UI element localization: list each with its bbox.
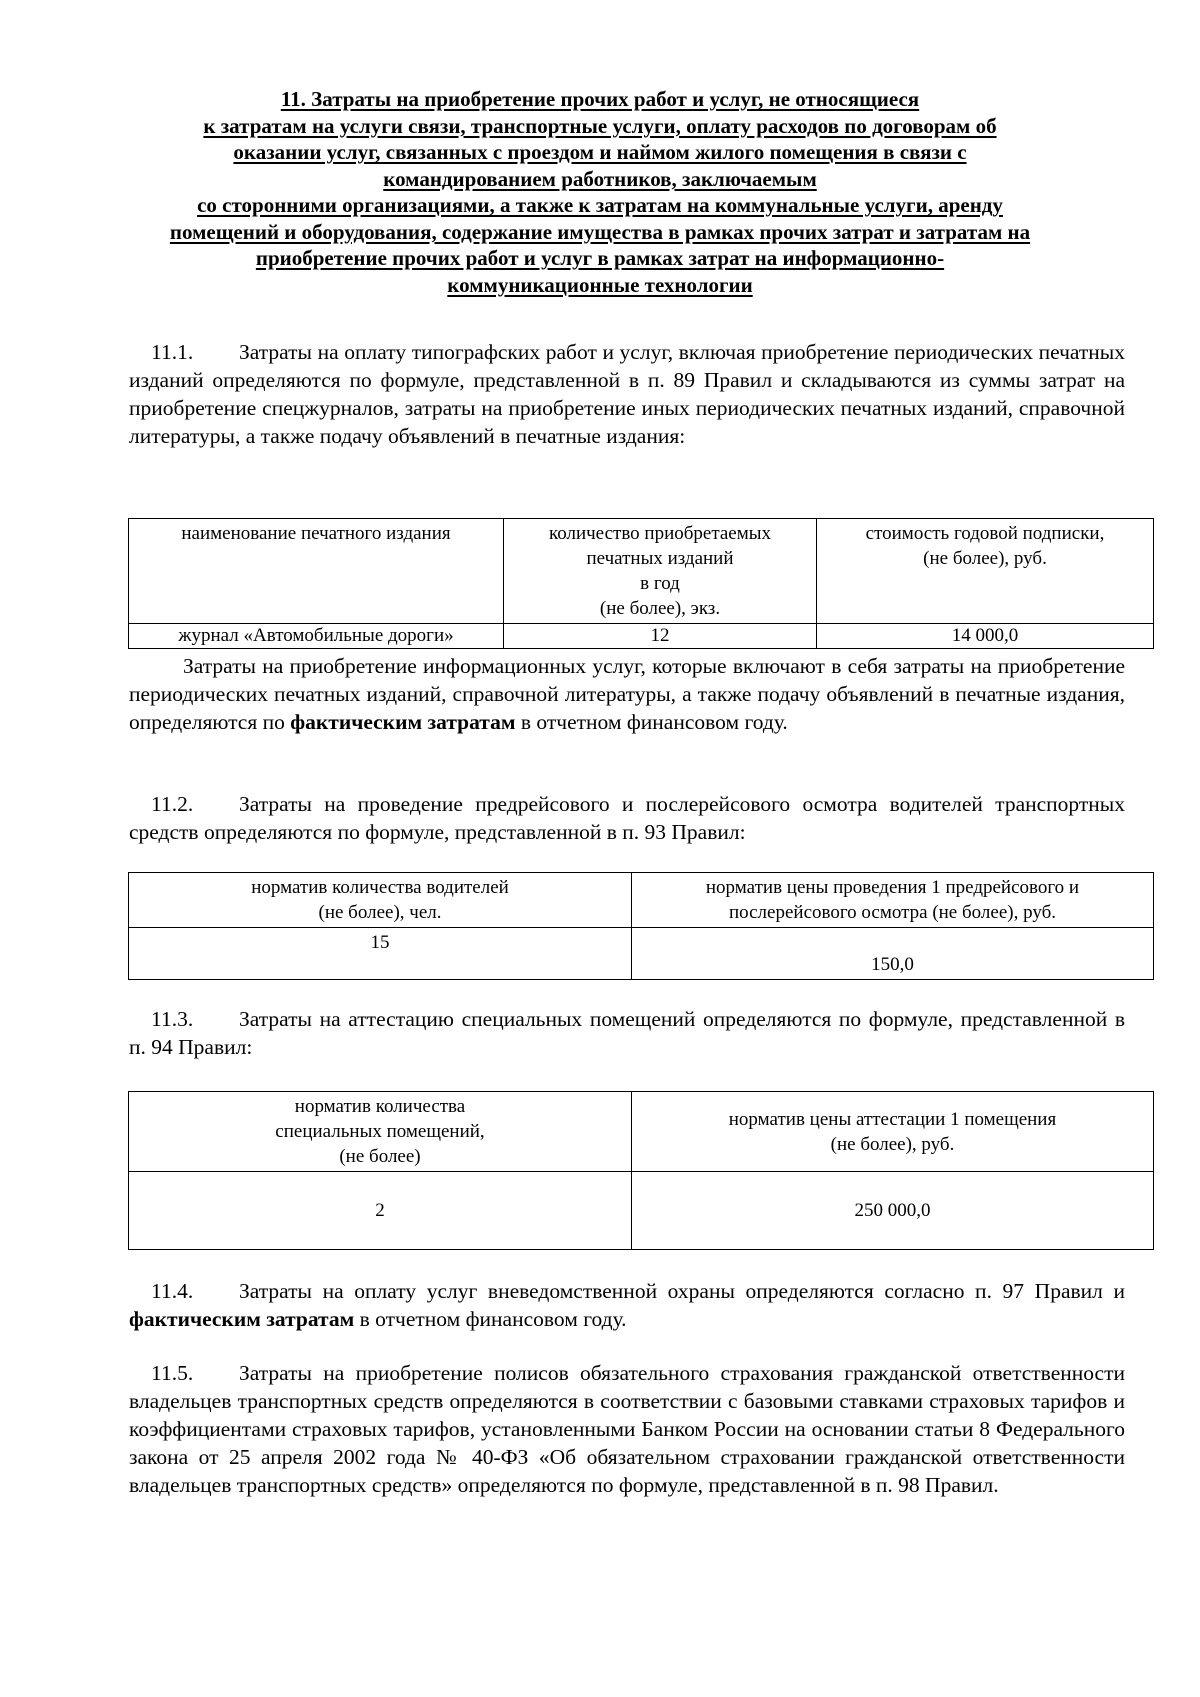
heading-line: 11. Затраты на приобретение прочих работ и услуг, не относящиеся xyxy=(280,87,920,111)
heading-line: к затратам на услуги связи, транспортные услуги, оплату расходов по договорам об xyxy=(203,113,997,138)
heading-line: помещений и оборудования, содержание имущества в рамках прочих затрат и затратам на xyxy=(169,219,1031,244)
table-cell: 250 000,0 xyxy=(632,1172,1154,1250)
paragraph-text: в отчетном финансовом году. xyxy=(520,710,788,734)
heading-line: приобретение прочих работ и услуг в рамках затрат на информационно- xyxy=(255,246,945,270)
table-cell: журнал «Автомобильные дороги» xyxy=(129,624,504,649)
table-header-cell: норматив количества специальных помещений, (не более) xyxy=(129,1092,632,1172)
paragraph-text: Затраты на приобретение полисов обязательного страхования гражданской ответственности владельцев транспортных средств определяются в соответствии с базовыми ставками страховых тарифов и коэффициентами страховых тарифов, установленными Банком России на основании статьи 8 Федерального закона от 25 апреля 2002 года № 40-ФЗ «Об обязательном страховании гражданской ответственности владельцев транспортных средств» определяются по формуле, представленной в п. 98 Правил. xyxy=(129,1361,1125,1497)
paragraph-text: в отчетном финансовом году. xyxy=(359,1307,627,1331)
table-header-cell: количество приобретаемых печатных изданий в год (не более), экз. xyxy=(504,519,817,624)
table-cell: 14 000,0 xyxy=(817,624,1154,649)
heading-line: оказании услуг, связанных с проездом и наймом жилого помещения в связи с xyxy=(233,140,967,164)
table-cell: 2 xyxy=(129,1172,632,1250)
paragraph-text: Затраты на проведение предрейсового и послерейсового осмотра водителей транспортных средств определяются по формуле, представленной в п. 93 Правил: xyxy=(129,792,1125,844)
table-cell: 12 xyxy=(504,624,817,649)
section-heading xyxy=(100,86,1100,298)
heading-line: командированием работников, заключаемым xyxy=(383,166,817,191)
bold-phrase: фактическим затратам xyxy=(129,1307,355,1331)
room-certification-table xyxy=(128,1091,1154,1250)
paragraph-text: Затраты на аттестацию специальных помещений определяются по формуле, представленной в п. 94 Правил: xyxy=(129,1007,1125,1059)
paragraph-number: 11.2. xyxy=(151,792,194,816)
table-header-cell: норматив цены аттестации 1 помещения (не более), руб. xyxy=(632,1092,1154,1172)
paragraph-11-4 xyxy=(129,1277,1125,1333)
paragraph-11-5 xyxy=(129,1359,1125,1499)
periodicals-table xyxy=(128,518,1154,649)
paragraph-11-3 xyxy=(129,1005,1125,1061)
paragraph-11-1-note xyxy=(129,652,1125,736)
table-header-cell: норматив количества водителей (не более), чел. xyxy=(129,873,632,928)
paragraph-number: 11.5. xyxy=(151,1361,194,1385)
paragraph-text: Затраты на приобретение информационных услуг, которые включают в себя затраты на приобретение периодических печатных изданий, справочной литературы, а также подачу объявлений в печатные издания, определяются по xyxy=(129,654,1125,734)
table-cell: 15 xyxy=(129,928,632,980)
paragraph-11-1 xyxy=(129,338,1125,450)
paragraph-number: 11.3. xyxy=(151,1007,194,1031)
paragraph-11-2 xyxy=(129,790,1125,846)
table-header-cell: норматив цены проведения 1 предрейсового и послерейсового осмотра (не более), руб. xyxy=(632,873,1154,928)
heading-line: со сторонними организациями, а также к затратам на коммунальные услуги, аренду xyxy=(197,193,1003,217)
paragraph-number: 11.1. xyxy=(151,340,194,364)
table-cell: 150,0 xyxy=(632,928,1154,980)
paragraph-number: 11.4. xyxy=(151,1279,194,1303)
table-header-cell: наименование печатного издания xyxy=(129,519,504,624)
driver-inspection-table xyxy=(128,872,1154,980)
heading-line: коммуникационные технологии xyxy=(447,272,753,297)
table-header-cell: стоимость годовой подписки, (не более), руб. xyxy=(817,519,1154,624)
paragraph-text: Затраты на оплату типографских работ и услуг, включая приобретение периодических печатных изданий определяются по формуле, представленной в п. 89 Правил и складываются из суммы затрат на приобретение спецжурналов, затраты на приобретение иных периодических печатных изданий, справочной литературы, а также подачу объявлений в печатные издания: xyxy=(129,340,1125,448)
paragraph-text: Затраты на оплату услуг вневедомственной охраны определяются согласно п. 97 Правил и xyxy=(239,1279,1125,1303)
bold-phrase: фактическим затратам xyxy=(290,710,516,734)
